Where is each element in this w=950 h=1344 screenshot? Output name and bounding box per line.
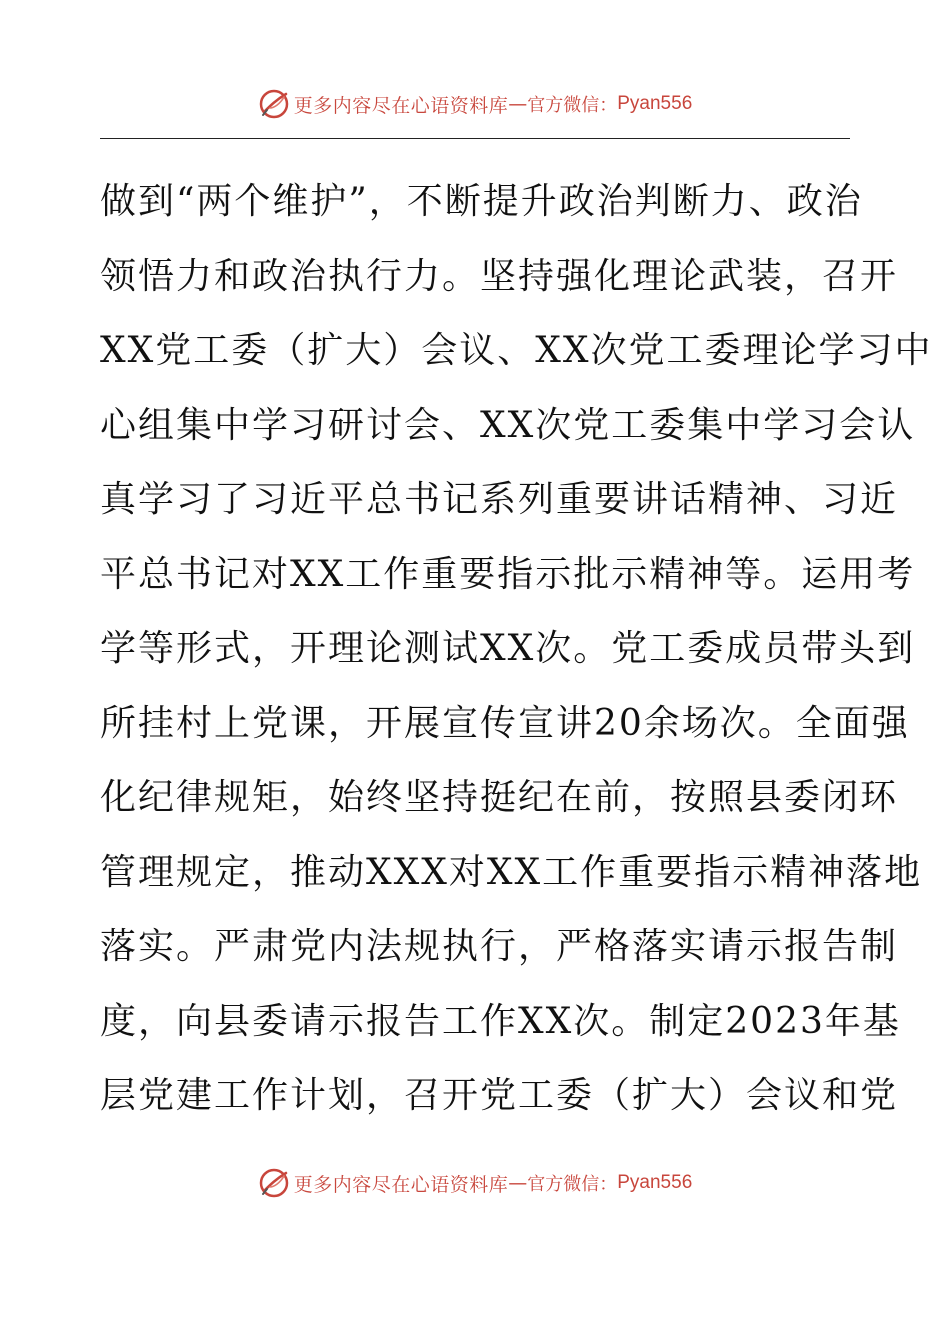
watermark-separator: — — [508, 1172, 528, 1194]
watermark-wechat-label: 官方微信： — [527, 95, 618, 116]
watermark-text: 更多内容尽在心语资料库 — [293, 94, 509, 117]
body-line: 平总书记对XX工作重要指示批示精神等。运用考 — [100, 553, 916, 595]
header-divider — [100, 138, 850, 139]
watermark-wechat-label: 官方微信： — [527, 1174, 618, 1195]
watermark-text: 更多内容尽在心语资料库 — [293, 1173, 509, 1196]
body-line: 做到“两个维护”，不断提升政治判断力、政治 — [100, 181, 863, 222]
body-line: 落实。严肃党内法规执行，严格落实请示报告制 — [100, 926, 899, 967]
body-line: 化纪律规矩，始终坚持挺纪在前，按照县委闭环 — [100, 777, 899, 818]
quill-logo-icon — [258, 1167, 290, 1199]
footer-watermark — [0, 1163, 950, 1203]
watermark-separator: — — [508, 93, 528, 115]
body-line: 领悟力和政治执行力。坚持强化理论武装，召开 — [100, 255, 899, 297]
document-body — [100, 165, 933, 1134]
body-line: 度，向县委请示报告工作XX次。制定2023年基 — [100, 1000, 901, 1042]
body-line: 学等形式，开理论测试XX次。党工委成员带头到 — [100, 628, 916, 669]
body-line: 管理规定，推动XXX对XX工作重要指示精神落地 — [100, 851, 923, 893]
quill-logo-icon — [258, 88, 290, 120]
body-line: 所挂村上党课，开展宣传宣讲20余场次。全面强 — [100, 702, 910, 744]
body-line: 层党建工作计划，召开党工委（扩大）会议和党 — [100, 1075, 899, 1116]
watermark-wechat-id: Pyan556 — [617, 1172, 693, 1193]
watermark-wechat-id: Pyan556 — [617, 93, 693, 114]
body-line: 真学习了习近平总书记系列重要讲话精神、习近 — [100, 479, 899, 520]
body-line: 心组集中学习研讨会、XX次党工委集中学习会认 — [100, 404, 916, 446]
body-line: XX党工委（扩大）会议、XX次党工委理论学习中 — [100, 330, 933, 371]
header-watermark — [0, 84, 950, 124]
